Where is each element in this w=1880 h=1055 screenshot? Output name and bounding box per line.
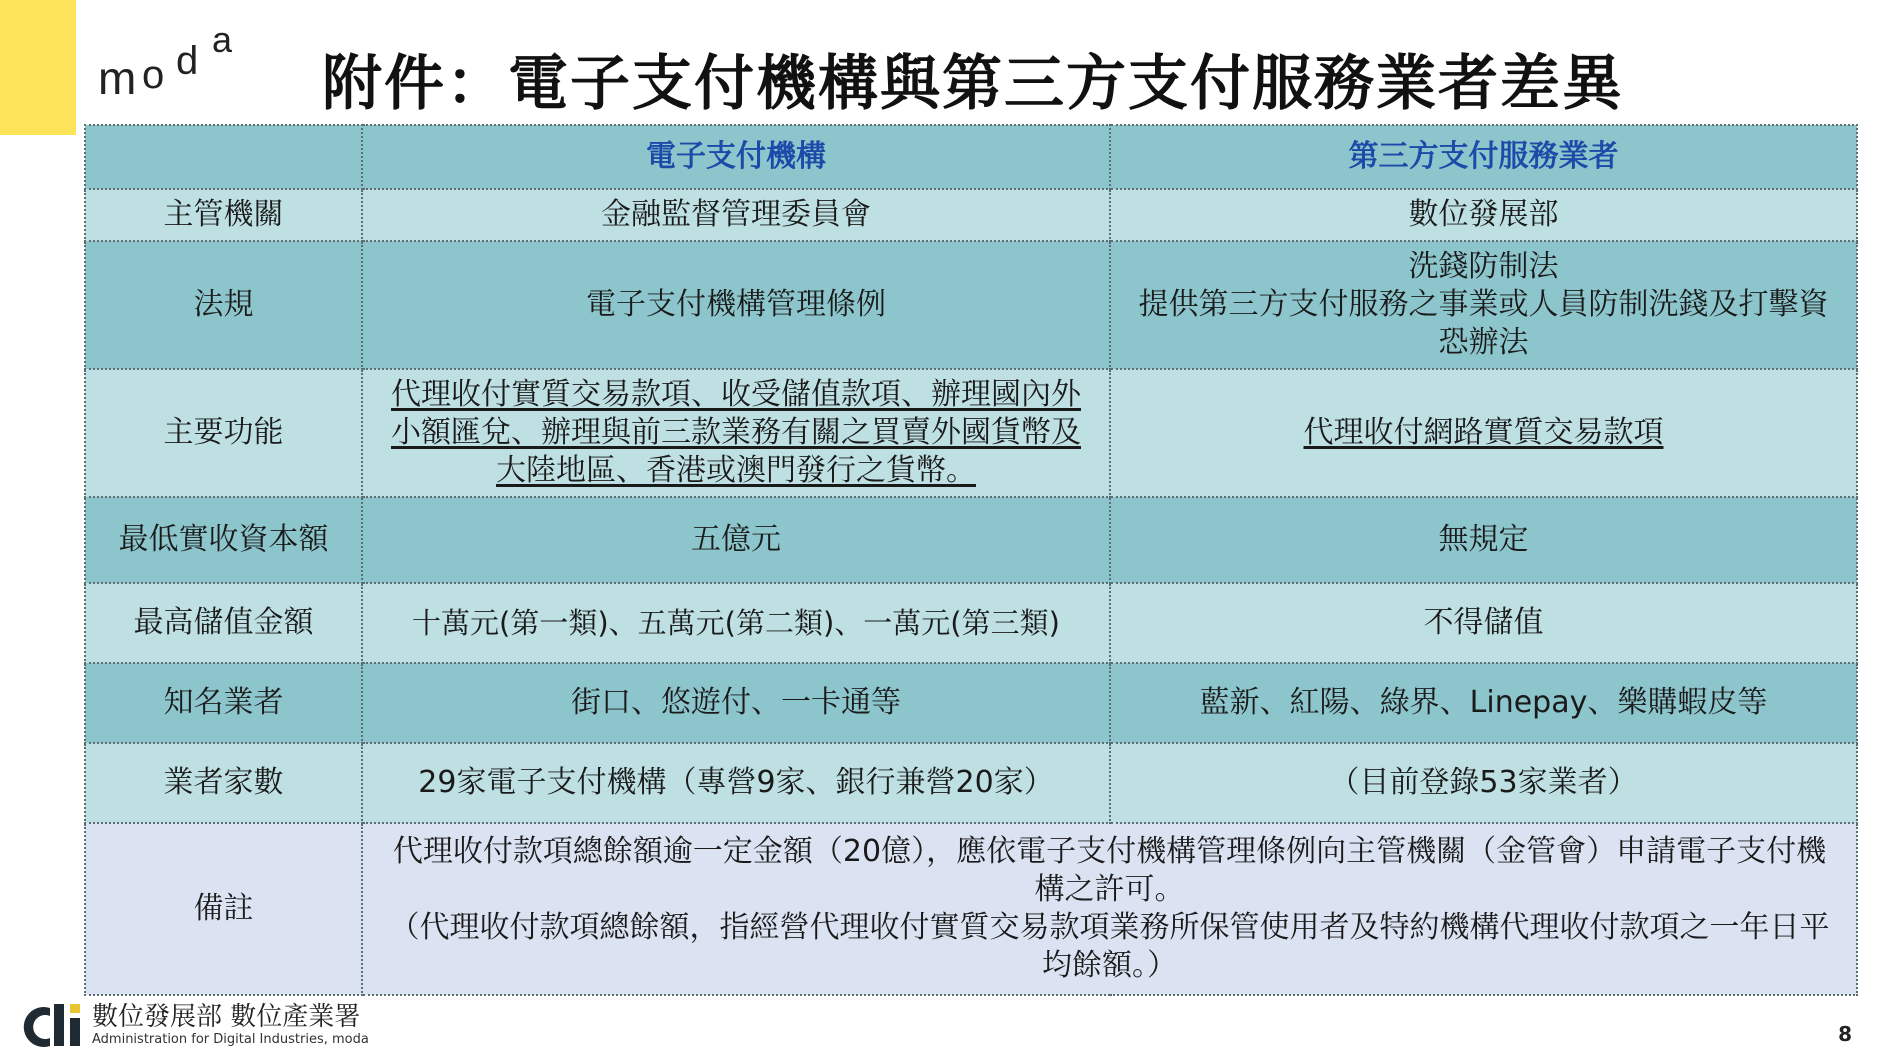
row-label: 最低實收資本額 <box>85 497 362 583</box>
moda-logo <box>96 16 256 106</box>
header-electronic-payment: 電子支付機構 <box>362 125 1110 189</box>
cell-third-party: 無規定 <box>1110 497 1857 583</box>
table-row <box>85 743 1857 823</box>
adi-logo <box>22 1000 86 1050</box>
page-number: 8 <box>1838 1022 1852 1046</box>
note-cell <box>362 823 1857 995</box>
table-row-note <box>85 823 1857 995</box>
table-row <box>85 497 1857 583</box>
page-title: 附件：電子支付機構與第三方支付服務業者差異 <box>322 49 1624 119</box>
cell-electronic: 街口、悠遊付、一卡通等 <box>362 663 1110 743</box>
row-label: 最高儲值金額 <box>85 583 362 663</box>
accent-block <box>0 0 76 135</box>
regulation-line: 洗錢防制法 <box>1408 249 1559 284</box>
svg-text:m: m <box>98 52 137 104</box>
row-label: 主要功能 <box>85 369 362 497</box>
table-header-row <box>85 125 1857 189</box>
footer-org-cn: 數位發展部 數位產業署 <box>92 1002 361 1032</box>
footer-org-en: Administration for Digital Industries, moda <box>92 1032 369 1047</box>
svg-text:a: a <box>212 19 233 60</box>
cell-third-party <box>1110 241 1857 369</box>
cell-electronic: 十萬元(第一類)、五萬元(第二類)、一萬元(第三類) <box>362 583 1110 663</box>
row-label: 知名業者 <box>85 663 362 743</box>
cell-third-party: 不得儲值 <box>1110 583 1857 663</box>
table-row <box>85 241 1857 369</box>
table-row <box>85 369 1857 497</box>
note-line: （代理收付款項總餘額，指經營代理收付實質交易款項業務所保管使用者及特約機構代理收付款項之一年日平均餘額。） <box>389 910 1830 983</box>
main-function-text: 代理收付實質交易款項、收受儲值款項、辦理國內外小額匯兌、辦理與前三款業務有關之買賣外國貨幣及大陸地區、香港或澳門發行之貨幣。 <box>391 377 1081 488</box>
main-function-text: 代理收付網路實質交易款項 <box>1303 415 1664 450</box>
row-label: 主管機關 <box>85 189 362 241</box>
cell-third-party: 數位發展部 <box>1110 189 1857 241</box>
table-row <box>85 583 1857 663</box>
cell-electronic: 電子支付機構管理條例 <box>362 241 1110 369</box>
footer-org <box>92 1002 369 1048</box>
cell-electronic: 金融監督管理委員會 <box>362 189 1110 241</box>
svg-text:d: d <box>176 39 199 83</box>
cell-third-party: （目前登錄53家業者） <box>1110 743 1857 823</box>
cell-electronic: 29家電子支付機構（專營9家、銀行兼營20家） <box>362 743 1110 823</box>
svg-text:o: o <box>142 53 165 97</box>
table-row <box>85 189 1857 241</box>
row-label: 備註 <box>85 823 362 995</box>
comparison-table <box>84 124 1858 996</box>
cell-electronic: 五億元 <box>362 497 1110 583</box>
note-line: 代理收付款項總餘額逾一定金額（20億），應依電子支付機構管理條例向主管機關（金管會）申請電子支付機構之許可。 <box>392 834 1827 907</box>
header-empty-cell <box>85 125 362 189</box>
cell-electronic <box>362 369 1110 497</box>
header-third-party-payment: 第三方支付服務業者 <box>1110 125 1857 189</box>
row-label: 業者家數 <box>85 743 362 823</box>
regulation-line: 提供第三方支付服務之事業或人員防制洗錢及打擊資恐辦法 <box>1138 287 1829 360</box>
table-row <box>85 663 1857 743</box>
cell-third-party: 藍新、紅陽、綠界、Linepay、樂購蝦皮等 <box>1110 663 1857 743</box>
row-label: 法規 <box>85 241 362 369</box>
cell-third-party <box>1110 369 1857 497</box>
